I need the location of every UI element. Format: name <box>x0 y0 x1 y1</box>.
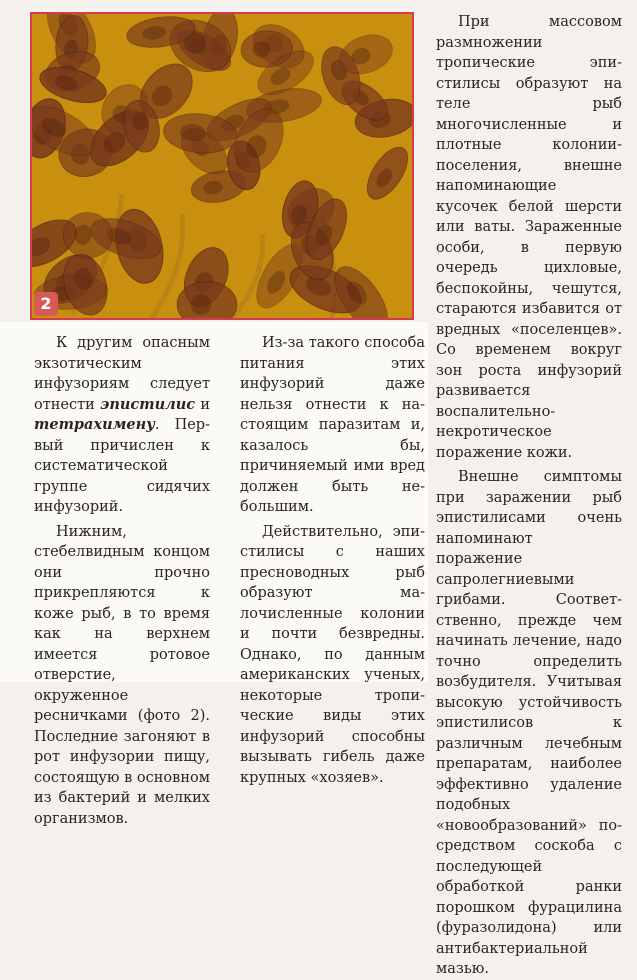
emphasis-tetrahymena: тетрахимену <box>34 416 155 433</box>
text-column-1 <box>34 333 210 829</box>
paragraph: К другим опасным экзотическим инфузориям следует отнести эпистилис и тетрахимену. Первый причислен к систематической группе сидячих инфузорий. <box>34 335 210 515</box>
emphasis-epistylis: эпистилис <box>100 395 196 413</box>
figure-number-badge: 2 <box>34 292 58 316</box>
micrograph-figure <box>30 12 414 320</box>
text-column-3 <box>436 12 622 980</box>
paragraph: Действительно, эпистилисы с наших пресноводных рыб образуют малочисленные колонии и почти безвредны. Однако, по данным американских ученых, некоторые тропические виды этих инфузорий способны вызывать гибель даже крупных «хозяев». <box>240 523 425 786</box>
paragraph: Нижним, стебелвидным концом они прочно прикрепляются к коже рыб, в то время как на верхнем имеется ротовое отверстие, окруженное ресничками (фото 2). Последние загоняют в рот инфузории пищу, состоящую в основном из бактерий и мелких организмов. <box>34 523 210 827</box>
text-column-2 <box>240 333 425 788</box>
micrograph-image <box>32 14 412 318</box>
paragraph: При массовом размножении тропические эпистилисы образуют на теле рыб многочисленные и плотные колонии-поселения, внешне напоминающие кусочек белой шерсти или ваты. Зараженные особи, в первую очередь цихловые, беспокойны, чешутся, стараются избавится от вредных «поселенцев». Со временем вокруг зон роста инфузорий развивается воспалительно-некротическое поражение кожи. <box>436 14 622 461</box>
paragraph: Внешне симптомы при заражении рыб эпистилисами очень напоминают поражение сапролегниевыми грибами. Соответственно, прежде чем начинать лечение, надо точно определить возбудителя. Учитывая высокую устойчивость эпистилисов к различным лечебным препаратам, наиболее эффективно удаление подобных «новообразований» посредством соскоба с последующей обработкой ранки порошком фурацилина (фуразолидона) или антибактериальной мазью. <box>436 469 622 977</box>
paragraph: Из-за такого способа питания этих инфузорий даже нельзя отнести к настоящим паразитам и, казалось бы, причиняемый ими вред должен быть небольшим. <box>240 335 425 515</box>
